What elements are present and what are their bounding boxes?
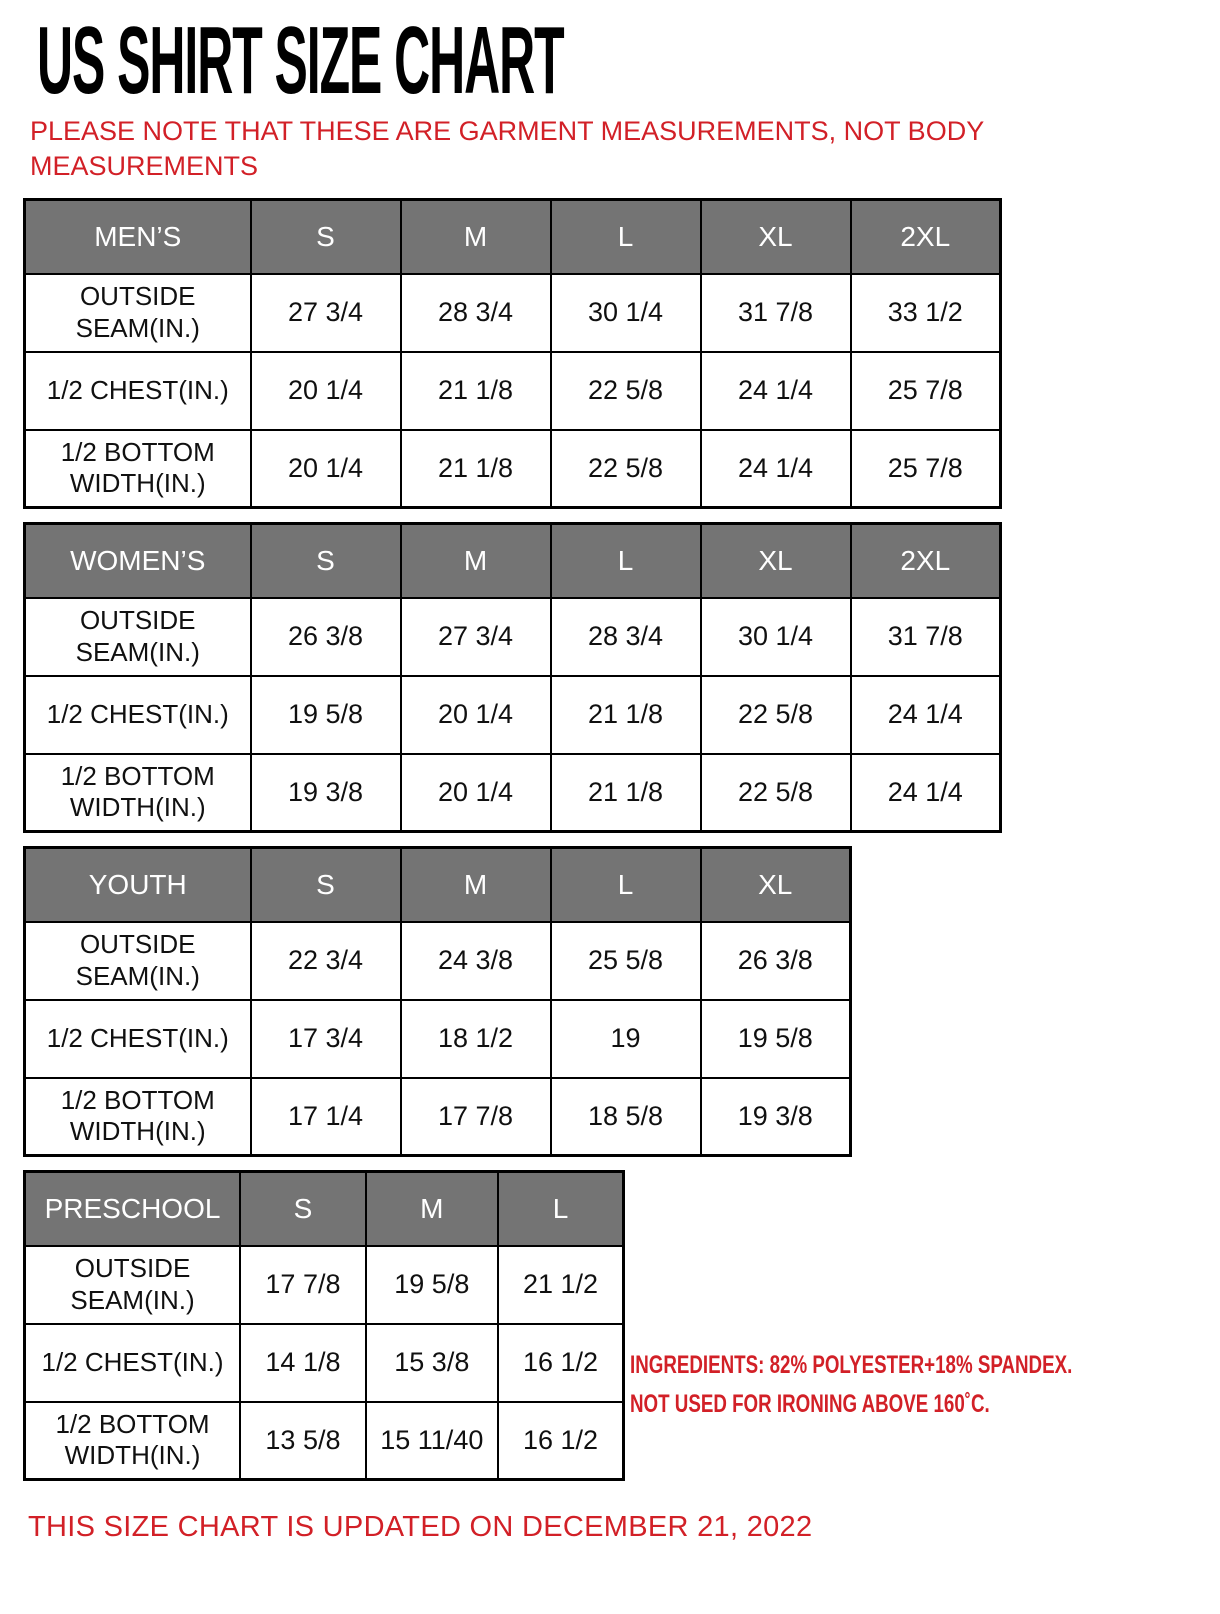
- size-value: 22 5/8: [701, 676, 851, 754]
- size-value: 16 1/2: [498, 1324, 624, 1402]
- youth-section: [23, 846, 1220, 1157]
- table-row: [25, 754, 1001, 832]
- table-row: [25, 274, 1001, 352]
- size-value: 16 1/2: [498, 1402, 624, 1480]
- table-row: [25, 598, 1001, 676]
- size-value: 17 3/4: [251, 1000, 401, 1078]
- table-row: [25, 1324, 624, 1402]
- size-value: 21 1/8: [551, 676, 701, 754]
- size-value: 26 3/8: [701, 922, 851, 1000]
- size-value: 24 1/4: [701, 430, 851, 508]
- youth-size-header-m: M: [401, 848, 551, 922]
- table-row: [25, 922, 851, 1000]
- youth-size-header-l: L: [551, 848, 701, 922]
- size-value: 18 5/8: [551, 1078, 701, 1156]
- size-value: 21 1/8: [401, 352, 551, 430]
- page-title: US SHIRT SIZE CHART: [37, 7, 564, 114]
- size-value: 21 1/2: [498, 1246, 624, 1324]
- measurement-label: 1/2 BOTTOM WIDTH(IN.): [25, 754, 251, 832]
- womens-size-table: [23, 522, 1002, 833]
- mens-size-header-s: S: [251, 200, 401, 274]
- table-row: [25, 1246, 624, 1324]
- size-value: 31 7/8: [701, 274, 851, 352]
- size-value: 20 1/4: [401, 754, 551, 832]
- size-tables: [23, 198, 1220, 1481]
- measurement-label: OUTSIDE SEAM(IN.): [25, 274, 251, 352]
- size-value: 25 5/8: [551, 922, 701, 1000]
- measurement-label: OUTSIDE SEAM(IN.): [25, 922, 251, 1000]
- size-value: 28 3/4: [401, 274, 551, 352]
- youth-size-table: [23, 846, 852, 1157]
- measurement-label: 1/2 BOTTOM WIDTH(IN.): [25, 1402, 241, 1480]
- mens-group-label: MEN’S: [25, 200, 251, 274]
- mens-size-header-2xl: 2XL: [851, 200, 1001, 274]
- youth-header-row: [25, 848, 851, 922]
- size-value: 20 1/4: [251, 430, 401, 508]
- preschool-size-header-l: L: [498, 1172, 624, 1246]
- preschool-size-table: [23, 1170, 625, 1481]
- preschool-size-header-m: M: [366, 1172, 498, 1246]
- size-value: 21 1/8: [551, 754, 701, 832]
- table-row: [25, 430, 1001, 508]
- youth-size-header-s: S: [251, 848, 401, 922]
- table-row: [25, 1078, 851, 1156]
- measurement-label: OUTSIDE SEAM(IN.): [25, 598, 251, 676]
- womens-size-header-l: L: [551, 524, 701, 598]
- mens-size-header-m: M: [401, 200, 551, 274]
- size-value: 14 1/8: [240, 1324, 366, 1402]
- size-value: 27 3/4: [401, 598, 551, 676]
- size-value: 15 3/8: [366, 1324, 498, 1402]
- preschool-size-header-s: S: [240, 1172, 366, 1246]
- womens-size-header-m: M: [401, 524, 551, 598]
- womens-size-header-2xl: 2XL: [851, 524, 1001, 598]
- size-value: 22 3/4: [251, 922, 401, 1000]
- preschool-group-label: PRESCHOOL: [25, 1172, 241, 1246]
- table-row: [25, 1000, 851, 1078]
- size-value: 24 3/8: [401, 922, 551, 1000]
- mens-header-row: [25, 200, 1001, 274]
- preschool-header-row: [25, 1172, 624, 1246]
- ingredients-line1: INGREDIENTS: 82% POLYESTER+18% SPANDEX.: [630, 1351, 1073, 1379]
- updated-date-note: THIS SIZE CHART IS UPDATED ON DECEMBER 21, 2022: [28, 1511, 813, 1543]
- womens-size-header-s: S: [251, 524, 401, 598]
- mens-section: [23, 198, 1220, 509]
- size-value: 26 3/8: [251, 598, 401, 676]
- preschool-section: [23, 1170, 1220, 1481]
- size-value: 27 3/4: [251, 274, 401, 352]
- size-value: 33 1/2: [851, 274, 1001, 352]
- size-value: 15 11/40: [366, 1402, 498, 1480]
- size-value: 17 1/4: [251, 1078, 401, 1156]
- size-value: 17 7/8: [240, 1246, 366, 1324]
- ingredients-note: [630, 1170, 1072, 1424]
- table-row: [25, 352, 1001, 430]
- size-value: 20 1/4: [401, 676, 551, 754]
- size-value: 22 5/8: [551, 430, 701, 508]
- size-value: 19 5/8: [251, 676, 401, 754]
- size-value: 19 5/8: [701, 1000, 851, 1078]
- measurement-label: 1/2 CHEST(IN.): [25, 1000, 251, 1078]
- measurement-label: 1/2 CHEST(IN.): [25, 1324, 241, 1402]
- size-value: 19: [551, 1000, 701, 1078]
- measurement-label: 1/2 CHEST(IN.): [25, 352, 251, 430]
- youth-size-header-xl: XL: [701, 848, 851, 922]
- womens-size-header-xl: XL: [701, 524, 851, 598]
- table-row: [25, 1402, 624, 1480]
- size-value: 25 7/8: [851, 352, 1001, 430]
- size-value: 31 7/8: [851, 598, 1001, 676]
- mens-size-header-l: L: [551, 200, 701, 274]
- mens-size-header-xl: XL: [701, 200, 851, 274]
- size-value: 24 1/4: [851, 754, 1001, 832]
- size-value: 24 1/4: [701, 352, 851, 430]
- table-row: [25, 676, 1001, 754]
- measurement-label: 1/2 BOTTOM WIDTH(IN.): [25, 430, 251, 508]
- garment-measurements-note: PLEASE NOTE THAT THESE ARE GARMENT MEASUREMENTS, NOT BODY MEASUREMENTS: [30, 116, 984, 181]
- size-value: 22 5/8: [701, 754, 851, 832]
- size-value: 18 1/2: [401, 1000, 551, 1078]
- size-value: 17 7/8: [401, 1078, 551, 1156]
- size-value: 20 1/4: [251, 352, 401, 430]
- size-value: 30 1/4: [551, 274, 701, 352]
- size-value: 25 7/8: [851, 430, 1001, 508]
- size-value: 22 5/8: [551, 352, 701, 430]
- womens-section: [23, 522, 1220, 833]
- size-value: 19 5/8: [366, 1246, 498, 1324]
- measurement-label: 1/2 BOTTOM WIDTH(IN.): [25, 1078, 251, 1156]
- measurement-label: 1/2 CHEST(IN.): [25, 676, 251, 754]
- size-value: 28 3/4: [551, 598, 701, 676]
- size-value: 19 3/8: [251, 754, 401, 832]
- size-value: 30 1/4: [701, 598, 851, 676]
- size-value: 21 1/8: [401, 430, 551, 508]
- size-value: 13 5/8: [240, 1402, 366, 1480]
- measurement-label: OUTSIDE SEAM(IN.): [25, 1246, 241, 1324]
- size-value: 24 1/4: [851, 676, 1001, 754]
- mens-size-table: [23, 198, 1002, 509]
- womens-group-label: WOMEN’S: [25, 524, 251, 598]
- womens-header-row: [25, 524, 1001, 598]
- youth-group-label: YOUTH: [25, 848, 251, 922]
- ingredients-line2: NOT USED FOR IRONING ABOVE 160˚C.: [630, 1390, 990, 1418]
- size-value: 19 3/8: [701, 1078, 851, 1156]
